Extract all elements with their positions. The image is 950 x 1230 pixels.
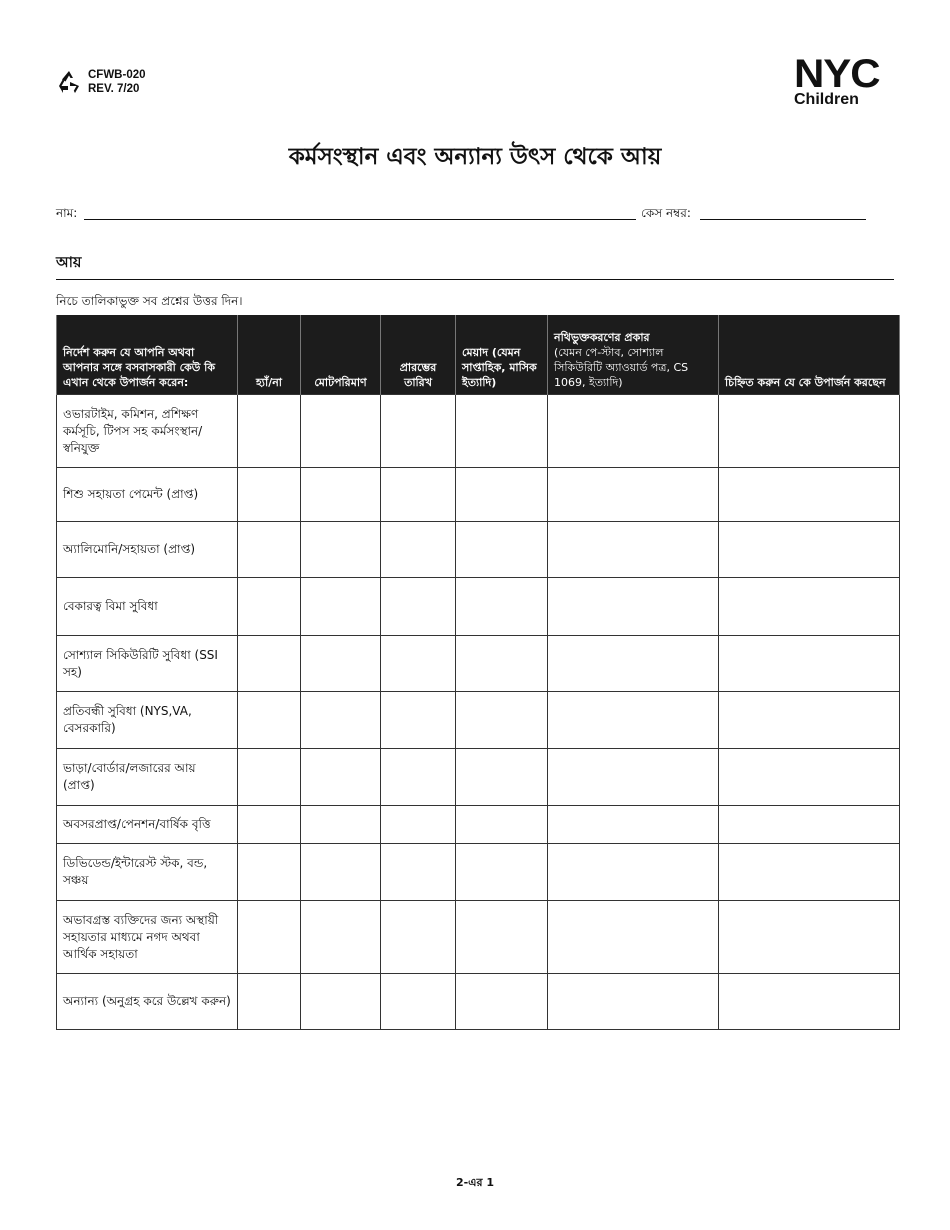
documentation-cell[interactable]	[548, 578, 719, 636]
instruction-text: নিচে তালিকাভুক্ত সব প্রশ্নের উত্তর দিন।	[56, 294, 243, 308]
start-date-cell[interactable]	[381, 749, 456, 806]
form-code-block	[56, 68, 146, 96]
start-date-cell[interactable]	[381, 578, 456, 636]
table-row	[57, 522, 900, 578]
form-code: CFWB-020	[88, 69, 146, 81]
start-date-cell[interactable]	[381, 636, 456, 692]
income-source-label: প্রতিবন্ধী সুবিধা (NYS,VA, বেসরকারি)	[57, 692, 238, 749]
frequency-cell[interactable]	[456, 806, 548, 844]
name-field[interactable]	[84, 205, 636, 220]
income-source-label: অন্যান্য (অনুগ্রহ করে উল্লেখ করুন)	[57, 974, 238, 1030]
earner-cell[interactable]	[719, 749, 900, 806]
amount-cell[interactable]	[301, 468, 381, 522]
section-heading: আয়	[56, 252, 894, 280]
frequency-cell[interactable]	[456, 468, 548, 522]
table-row	[57, 636, 900, 692]
frequency-cell[interactable]	[456, 522, 548, 578]
documentation-cell[interactable]	[548, 806, 719, 844]
earner-cell[interactable]	[719, 636, 900, 692]
page-title: কর্মসংস্থান এবং অন্যান্য উৎস থেকে আয়	[288, 144, 662, 170]
start-date-cell[interactable]	[381, 522, 456, 578]
income-source-label: অবসরপ্রাপ্ত/পেনশন/বার্ষিক বৃত্তি	[57, 806, 238, 844]
table-row	[57, 806, 900, 844]
documentation-cell[interactable]	[548, 395, 719, 468]
earner-cell[interactable]	[719, 468, 900, 522]
earner-cell[interactable]	[719, 395, 900, 468]
earner-cell[interactable]	[719, 578, 900, 636]
table-header-row	[57, 315, 900, 395]
frequency-cell[interactable]	[456, 974, 548, 1030]
start-date-cell[interactable]	[381, 844, 456, 901]
earner-cell[interactable]	[719, 522, 900, 578]
case-number-field[interactable]	[700, 205, 866, 220]
header-start-date: প্রারম্ভের তারিখ	[381, 315, 456, 395]
header-earner: চিহ্নিত করুন যে কে উপার্জন করছেন	[719, 315, 900, 395]
amount-cell[interactable]	[301, 749, 381, 806]
income-source-label: ডিভিডেন্ড/ইন্টারেস্ট স্টক, বন্ড, সঞ্চয়	[57, 844, 238, 901]
documentation-cell[interactable]	[548, 749, 719, 806]
amount-cell[interactable]	[301, 844, 381, 901]
income-source-label: অ্যালিমোনি/সহায়তা (প্রাপ্ত)	[57, 522, 238, 578]
start-date-cell[interactable]	[381, 468, 456, 522]
documentation-cell[interactable]	[548, 692, 719, 749]
table-row	[57, 974, 900, 1030]
income-source-label: ভাড়া/বোর্ডার/লজারের আয় (প্রাপ্ত)	[57, 749, 238, 806]
income-table	[56, 315, 900, 1030]
income-source-label: ওভারটাইম, কমিশন, প্রশিক্ষণ কর্মসূচি, টিপস সহ কর্মসংস্থান/ স্বনিযুক্ত	[57, 395, 238, 468]
frequency-cell[interactable]	[456, 901, 548, 974]
documentation-cell[interactable]	[548, 974, 719, 1030]
header-documentation-type	[548, 315, 719, 395]
header-frequency: মেয়াদ (যেমন সাপ্তাহিক, মাসিক ইত্যাদি)	[456, 315, 548, 395]
amount-cell[interactable]	[301, 522, 381, 578]
header-yes-no: হ্যাঁ/না	[238, 315, 301, 395]
income-source-label: অভাবগ্রস্ত ব্যক্তিদের জন্য অস্থায়ী সহায়তার মাধ্যমে নগদ অথবা আর্থিক সহায়তা	[57, 901, 238, 974]
table-row	[57, 578, 900, 636]
yes-no-cell[interactable]	[238, 692, 301, 749]
case-number-label: কেস নম্বর:	[641, 206, 691, 220]
yes-no-cell[interactable]	[238, 636, 301, 692]
frequency-cell[interactable]	[456, 844, 548, 901]
frequency-cell[interactable]	[456, 395, 548, 468]
yes-no-cell[interactable]	[238, 844, 301, 901]
table-row	[57, 468, 900, 522]
logo-subtitle: Children	[794, 91, 859, 108]
documentation-cell[interactable]	[548, 636, 719, 692]
header-income-source: নির্দেশ করুন যে আপনি অথবা আপনার সঙ্গে বসবাসকারী কেউ কি এখান থেকে উপার্জন করেন:	[57, 315, 238, 395]
income-source-label: শিশু সহায়তা পেমেন্ট (প্রাপ্ত)	[57, 468, 238, 522]
frequency-cell[interactable]	[456, 636, 548, 692]
yes-no-cell[interactable]	[238, 974, 301, 1030]
yes-no-cell[interactable]	[238, 901, 301, 974]
logo-brand: NYC	[794, 52, 880, 96]
frequency-cell[interactable]	[456, 749, 548, 806]
documentation-cell[interactable]	[548, 522, 719, 578]
start-date-cell[interactable]	[381, 901, 456, 974]
frequency-cell[interactable]	[456, 692, 548, 749]
table-row	[57, 395, 900, 468]
yes-no-cell[interactable]	[238, 522, 301, 578]
amount-cell[interactable]	[301, 974, 381, 1030]
header-documentation-examples: (যেমন পে-স্টাব, সোশ্যাল সিকিউরিটি অ্যাওয়ার্ড পত্র, CS 1069, ইত্যাদি)	[554, 346, 689, 389]
start-date-cell[interactable]	[381, 806, 456, 844]
start-date-cell[interactable]	[381, 974, 456, 1030]
earner-cell[interactable]	[719, 974, 900, 1030]
amount-cell[interactable]	[301, 692, 381, 749]
income-source-label: সোশ্যাল সিকিউরিটি সুবিধা (SSI সহ)	[57, 636, 238, 692]
table-row	[57, 749, 900, 806]
nyc-children-logo	[794, 52, 892, 108]
start-date-cell[interactable]	[381, 395, 456, 468]
yes-no-cell[interactable]	[238, 468, 301, 522]
amount-cell[interactable]	[301, 578, 381, 636]
amount-cell[interactable]	[301, 901, 381, 974]
income-source-label: বেকারত্ব বিমা সুবিধা	[57, 578, 238, 636]
identity-row	[56, 205, 866, 223]
earner-cell[interactable]	[719, 806, 900, 844]
form-revision: REV. 7/20	[88, 83, 140, 95]
earner-cell[interactable]	[719, 901, 900, 974]
table-row	[57, 692, 900, 749]
earner-cell[interactable]	[719, 844, 900, 901]
table-row	[57, 901, 900, 974]
yes-no-cell[interactable]	[238, 578, 301, 636]
documentation-cell[interactable]	[548, 844, 719, 901]
header-documentation-label: নথিভুক্তকরণের প্রকার	[554, 331, 650, 344]
documentation-cell[interactable]	[548, 901, 719, 974]
table-row	[57, 844, 900, 901]
amount-cell[interactable]	[301, 395, 381, 468]
start-date-cell[interactable]	[381, 692, 456, 749]
yes-no-cell[interactable]	[238, 806, 301, 844]
documentation-cell[interactable]	[548, 468, 719, 522]
page-number: 2-এর 1	[455, 1176, 495, 1189]
name-label: নাম:	[56, 206, 78, 220]
frequency-cell[interactable]	[456, 578, 548, 636]
yes-no-cell[interactable]	[238, 749, 301, 806]
amount-cell[interactable]	[301, 636, 381, 692]
recycle-icon	[56, 69, 82, 95]
header-total-amount: মোটপরিমাণ	[301, 315, 381, 395]
earner-cell[interactable]	[719, 692, 900, 749]
amount-cell[interactable]	[301, 806, 381, 844]
yes-no-cell[interactable]	[238, 395, 301, 468]
